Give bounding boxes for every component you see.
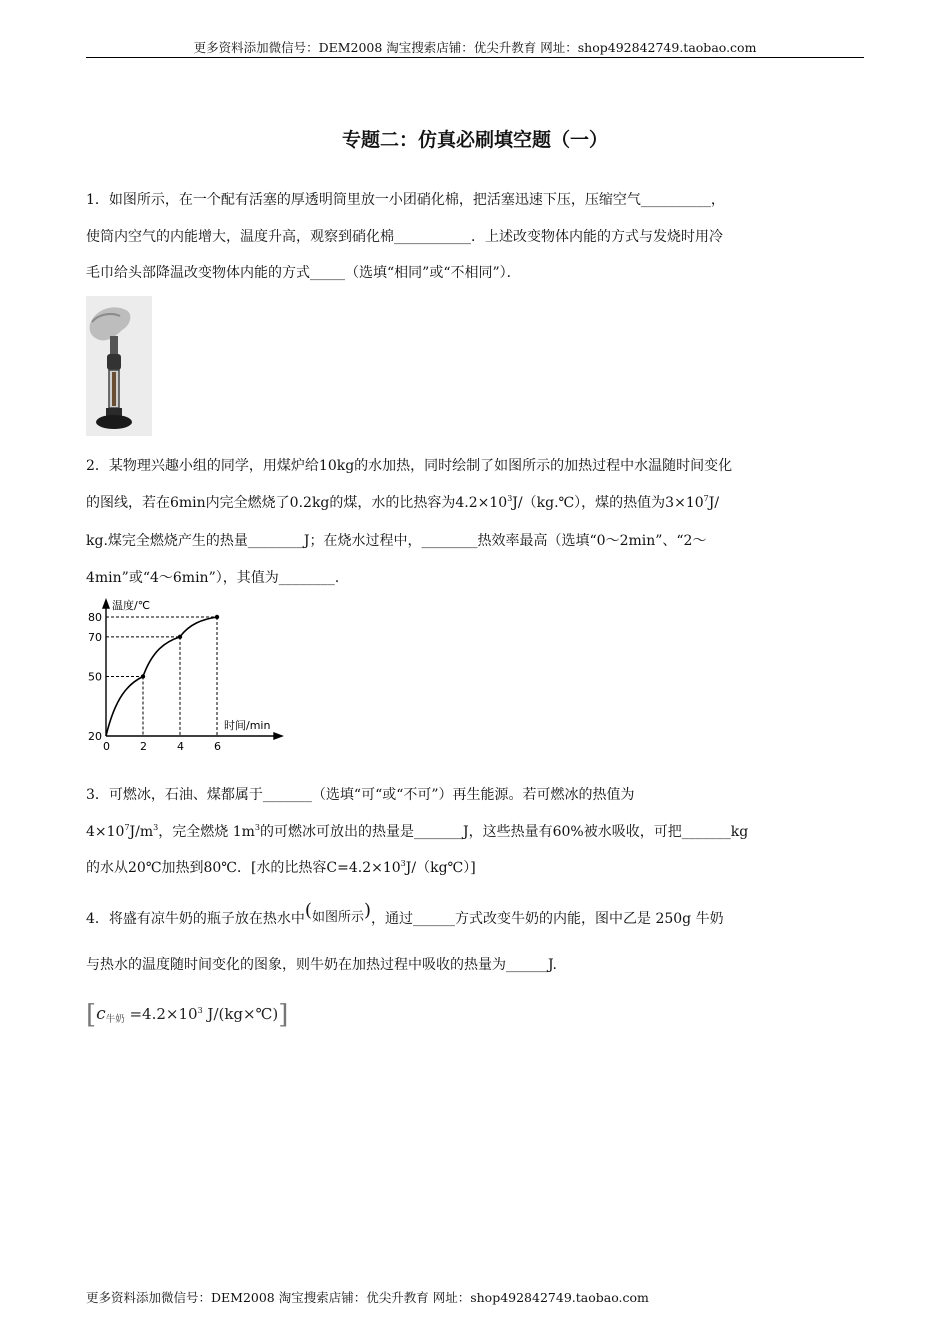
- formula-sub: 牛奶: [105, 1014, 125, 1025]
- header-rule: [86, 57, 864, 58]
- formula-unit: J/(kg×℃): [202, 1005, 279, 1023]
- y-tick-label-20: 20: [88, 730, 102, 743]
- q2-exp2: 7: [703, 494, 709, 503]
- q3-line1: 3．可燃冰，石油、煤都属于_______（选填“可“或“不可”）再生能源。若可燃冰的热值为: [86, 787, 635, 803]
- piston-tube-figure: [86, 296, 152, 436]
- chart-ylabel: 温度/℃: [112, 599, 151, 612]
- q3-exp3: 3: [254, 823, 260, 832]
- q3-line2a: 4×10: [86, 824, 125, 840]
- y-axis-arrow: [103, 600, 109, 608]
- q2-line2a: 的图线，若在6min内完全燃烧了0.2kg的煤，水的比热容为4.2×10: [86, 495, 508, 511]
- q1-line3: 毛巾给头部降温改变物体内能的方式_____（选填“相同”或“不相同”）．: [86, 265, 521, 281]
- q4-paren-close: ): [363, 900, 371, 921]
- specific-heat-formula: [86, 1000, 288, 1030]
- q3-line2c: ，完全燃烧 1m: [158, 824, 255, 840]
- page-footer: 更多资料添加微信号：DEM2008 淘宝搜索店铺：优尖升教育 网址：shop492842749.taobao.com: [86, 1290, 649, 1305]
- formula-exp: 3: [197, 1006, 203, 1015]
- formula-open-bracket: [: [86, 1000, 97, 1030]
- q1-line2: 使筒内空气的内能增大，温度升高，观察到硝化棉___________．上述改变物体内能的方式与发烧时用冷: [86, 229, 723, 245]
- q2-line1: 2．某物理兴趣小组的同学，用煤炉给10kg的水加热，同时绘制了如图所示的加热过程中水温随时间变化: [86, 458, 733, 474]
- q2-line4: 4min”或“4～6min”），其值为________.: [86, 570, 340, 586]
- page-title: 专题二：仿真必刷填空题（一）: [341, 129, 608, 151]
- q3-line2: [86, 821, 748, 841]
- q3-line3a: 的水从20℃加热到80℃．[水的比热容C=4.2×10: [86, 860, 401, 876]
- q3-exp1: 7: [124, 823, 130, 832]
- x-tick-label-6: 6: [214, 740, 221, 753]
- q3-line3b: J/（kg℃）]: [405, 860, 476, 876]
- formula-eq: =4.2×10: [124, 1005, 198, 1023]
- q3-line2b: J/m: [129, 824, 154, 840]
- y-tick-label-50: 50: [88, 670, 102, 684]
- q3-line3: [86, 857, 476, 877]
- data-point-4: [178, 635, 182, 639]
- q3-exp2: 3: [153, 823, 159, 832]
- q4-line1: [86, 900, 724, 928]
- formula-c: c: [96, 1004, 106, 1024]
- x-tick-label-4: 4: [177, 740, 184, 753]
- q2-line2b: J/（kg.℃），煤的热值为3×10: [512, 495, 704, 511]
- data-point-6: [215, 615, 219, 619]
- q3-exp4: 3: [400, 859, 406, 868]
- q2-exp1: 3: [507, 494, 513, 503]
- q4-line1b: 如图所示: [311, 910, 364, 925]
- page-header: 更多资料添加微信号：DEM2008 淘宝搜索店铺：优尖升教育 网址：shop492842749.taobao.com: [193, 40, 757, 55]
- temperature-time-chart: [86, 596, 286, 756]
- x-axis-arrow: [274, 733, 282, 739]
- y-tick-label-70: 70: [88, 630, 102, 644]
- q4-line1c: ，通过______方式改变牛奶的内能，图中乙是 250g 牛奶: [371, 911, 724, 927]
- y-tick-label-80: 80: [88, 611, 102, 624]
- x-tick-label-2: 2: [140, 740, 147, 753]
- x-tick-label-0: 0: [103, 740, 110, 753]
- q2-line2c: J/: [708, 495, 720, 511]
- formula-close-bracket: ]: [278, 1000, 289, 1030]
- q4-line2: 与热水的温度随时间变化的图象，则牛奶在加热过程中吸收的热量为______J.: [86, 957, 557, 973]
- q2-line3: kg.煤完全燃烧产生的热量________J；在烧水过程中，________热效率最高（选填“0～2min”、“2～: [86, 533, 707, 549]
- q4-paren-open: (: [304, 900, 312, 921]
- data-point-2: [141, 674, 145, 678]
- q4-line1a: 4．将盛有凉牛奶的瓶子放在热水中: [86, 911, 305, 927]
- q3-line2d: 的可燃冰可放出的热量是_______J，这些热量有60%被水吸收，可把_______kg: [259, 824, 749, 840]
- chart-xlabel: 时间/min: [224, 719, 271, 732]
- q2-line2: [86, 492, 719, 512]
- q1-line1: 1．如图所示，在一个配有活塞的厚透明筒里放一小团硝化棉，把活塞迅速下压，压缩空气__________，: [86, 192, 725, 208]
